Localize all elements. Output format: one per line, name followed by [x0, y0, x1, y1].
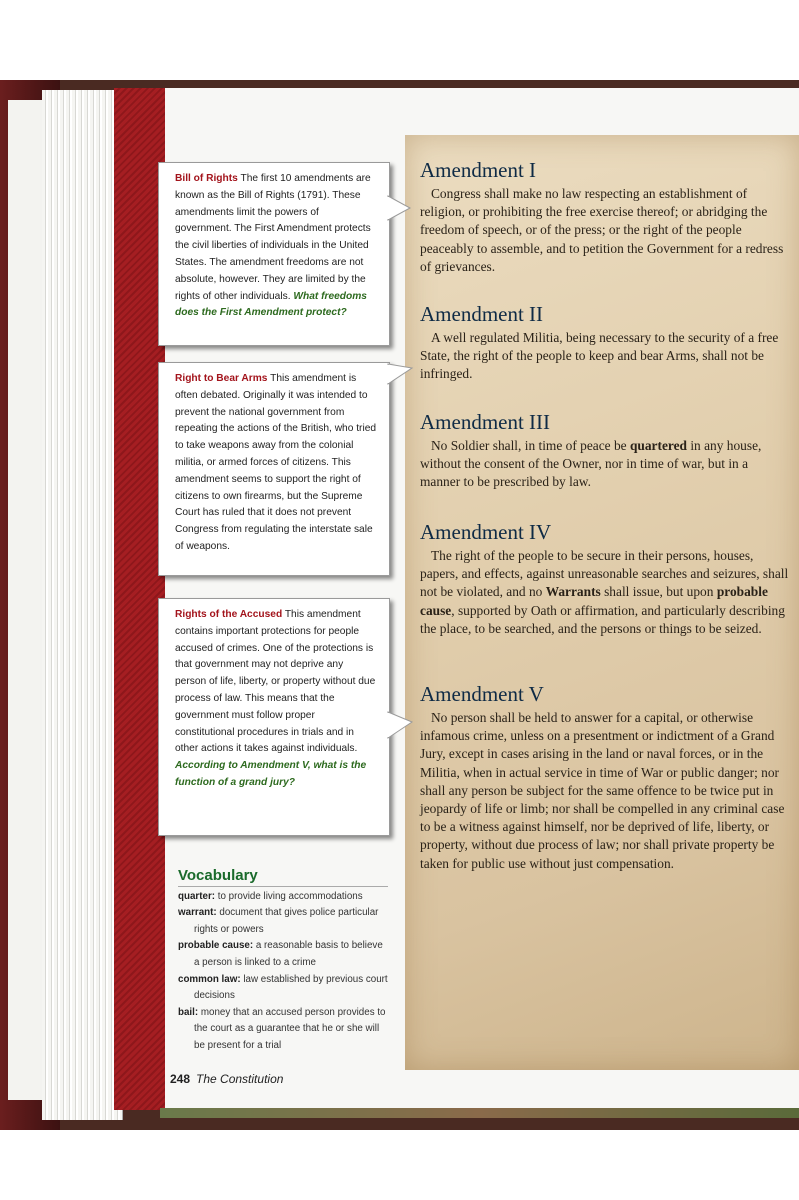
term-warrants: Warrants [545, 584, 601, 600]
callout-question: According to Amendment V, what is the function of a grand jury? [175, 760, 367, 788]
amendment-text: No person shall be held to answer for a capital, or otherwise infamous crime, unless on a presentment or indictment of a Grand Jury, except in cases arising in the land or naval forces, or in the Militia, when in actual service in time of War or public danger; nor shall any person be subject for the same offence to be twice put in jeopardy of life or limb; nor shall be compelled in any criminal case to be a witness against himself, nor be deprived of life, liberty, or property, without due process of law; nor shall private property be taken for public use without just compensation. [420, 710, 785, 871]
amendment-2 [420, 302, 790, 384]
vocab-def: a reasonable basis to believe a person is linked to a crime [194, 940, 383, 968]
callout-heading: Rights of the Accused [175, 609, 283, 620]
amendment-4 [420, 520, 790, 638]
vocab-def: document that gives police particular rights or powers [194, 907, 379, 935]
amendment-3 [420, 410, 790, 492]
callout-heading: Bill of Rights [175, 173, 238, 184]
vocab-entry [178, 938, 388, 971]
callout-bill-of-rights [158, 162, 390, 346]
vocab-term: probable cause: [178, 940, 254, 952]
amendment-title: Amendment II [420, 302, 544, 326]
vocab-entry [178, 972, 388, 1005]
callout-pointer-2 [388, 358, 418, 388]
text-part: in any house, without the consent of the Owner, nor in time of war, but in a manner to be prescribed by law. [420, 438, 762, 490]
term-probable-cause: probable cause [420, 584, 768, 618]
vocab-def: money that an accused person provides to the court as a guarantee that he or she will be present for a trial [194, 1006, 386, 1051]
vocab-def: law established by previous court decisions [194, 973, 388, 1002]
amendment-text: A well regulated Militia, being necessary to the security of a free State, the right of the people to keep and bear Arms, shall not be infringed. [420, 330, 779, 382]
amendment-title: Amendment V [420, 682, 544, 706]
callout-pointer-1 [388, 196, 418, 226]
callout-rights-of-the-accused [158, 598, 390, 836]
page-number: 248 [170, 1072, 191, 1086]
amendment-text [420, 547, 790, 638]
vocab-term: bail: [178, 1006, 199, 1018]
vocab-entry [178, 1005, 388, 1055]
callout-text: The first 10 amendments are known as the Bill of Rights (1791). These amendments limit the powers of government. The First Amendment protects the civil liberties of individuals in the United States. The amendment freedoms are not absolute, however. They are limited by the rights of other individuals. [175, 173, 371, 302]
amendment-text [420, 437, 790, 492]
vocab-entry [178, 905, 388, 938]
amendment-title: Amendment I [420, 158, 537, 182]
callout-right-to-bear-arms [158, 362, 390, 576]
text-part: , supported by Oath or affirmation, and particularly describing the place, to be searched, and the persons or things to be seized. [420, 602, 785, 636]
text-part: No Soldier shall, in time of peace be [431, 438, 630, 453]
text-part: The right of the people to be secure in their persons, houses, papers, and effects, against unreasonable searches and seizures, shall not be violated, and no [420, 548, 789, 600]
amendment-title: Amendment III [420, 410, 551, 434]
vocabulary-box [178, 868, 388, 1055]
section-title: The Constitution [196, 1072, 284, 1086]
vocab-term: warrant: [178, 907, 217, 919]
amendment-1 [420, 158, 790, 276]
amendment-text: Congress shall make no law respecting an establishment of religion, or prohibiting the free exercise thereof; or abridging the freedom of speech, or of the press; or the right of the people peaceably to assemble, and to petition the Government for a redress of grievances. [420, 186, 784, 274]
page-footer [170, 1072, 283, 1086]
text-part: shall issue, but upon [600, 584, 717, 600]
callout-heading: Right to Bear Arms [175, 373, 268, 384]
amendment-title: Amendment IV [420, 520, 552, 544]
callout-text: This amendment contains important protections for people accused of crimes. One of the protections is that government may not deprive any person of life, liberty, or property without due process of law. This means that the government must follow proper constitutional procedures in trials and in other actions it takes against individuals. [175, 609, 376, 755]
vocab-entry [178, 889, 388, 906]
callout-text: This amendment is often debated. Originally it was intended to prevent the national government from repeating the actions of the British, who tried to take weapons away from the colonial militia, or armed forces of citizens. This amendment seems to support the right of citizens to own firearms, but the Supreme Court has ruled that it does not prevent Congress from regulating the interstate sale of weapons. [175, 373, 377, 552]
vocab-term: quarter: [178, 890, 216, 902]
page-edges [42, 90, 123, 1120]
callout-pointer-3 [388, 712, 418, 742]
vocab-term: common law: [178, 973, 241, 985]
vocabulary-title: Vocabulary [178, 868, 388, 887]
book-bottom-edge [160, 1108, 799, 1118]
term-quartered: quartered [629, 438, 687, 453]
callout-question: What freedoms does the First Amendment protect? [175, 290, 367, 319]
vocab-def: to provide living accommodations [217, 890, 363, 902]
amendment-5 [420, 682, 790, 873]
